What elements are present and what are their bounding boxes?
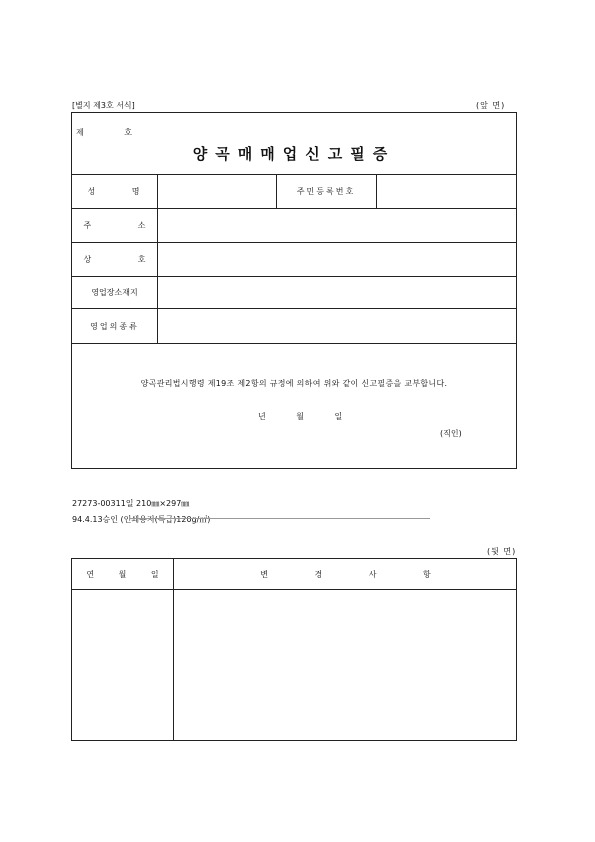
back-divider bbox=[173, 559, 174, 740]
row-business-location bbox=[72, 276, 516, 308]
row-trade-name bbox=[72, 242, 516, 276]
footer-strike-line bbox=[130, 518, 430, 519]
footer-spec: 27273-00311일 210㎜×297㎜ bbox=[72, 499, 190, 508]
col-changes-header: 변 경 사 항 bbox=[260, 569, 431, 579]
issuance-notice: 양곡관리법시행령 제19조 제2항의 규정에 의하여 위와 같이 신고필증을 교부합니다. bbox=[140, 379, 448, 388]
issuance-section bbox=[72, 343, 516, 470]
label-business-type: 영업의종류 bbox=[72, 309, 158, 343]
official-seal-label: (직인) bbox=[440, 429, 462, 438]
front-side-label: (앞 면) bbox=[476, 101, 506, 110]
form-number: [별지 제3호 서식] bbox=[72, 101, 135, 110]
issue-date-line: 년 월 일 bbox=[258, 412, 343, 421]
certificate-number-label: 제 호 bbox=[76, 128, 132, 137]
front-form bbox=[71, 112, 517, 469]
row-business-type bbox=[72, 308, 516, 343]
label-resident-number: 주민등록번호 bbox=[296, 187, 356, 196]
label-business-location: 영업장소재지 bbox=[72, 277, 158, 308]
back-form bbox=[71, 558, 517, 741]
form-title: 양곡매매업신고필증 bbox=[192, 145, 396, 163]
footer-approval: 94.4.13승인 (인쇄용지(특급)120g/㎡) bbox=[72, 515, 211, 524]
row-address bbox=[72, 208, 516, 242]
back-header-row bbox=[72, 559, 516, 590]
row-name bbox=[72, 174, 516, 208]
label-trade-name: 상 호 bbox=[72, 243, 158, 276]
col-date-header: 연 월 일 bbox=[86, 569, 159, 579]
label-address: 주 소 bbox=[72, 209, 158, 242]
label-name: 성 명 bbox=[72, 175, 158, 208]
back-side-label: (뒷 면) bbox=[487, 547, 517, 556]
